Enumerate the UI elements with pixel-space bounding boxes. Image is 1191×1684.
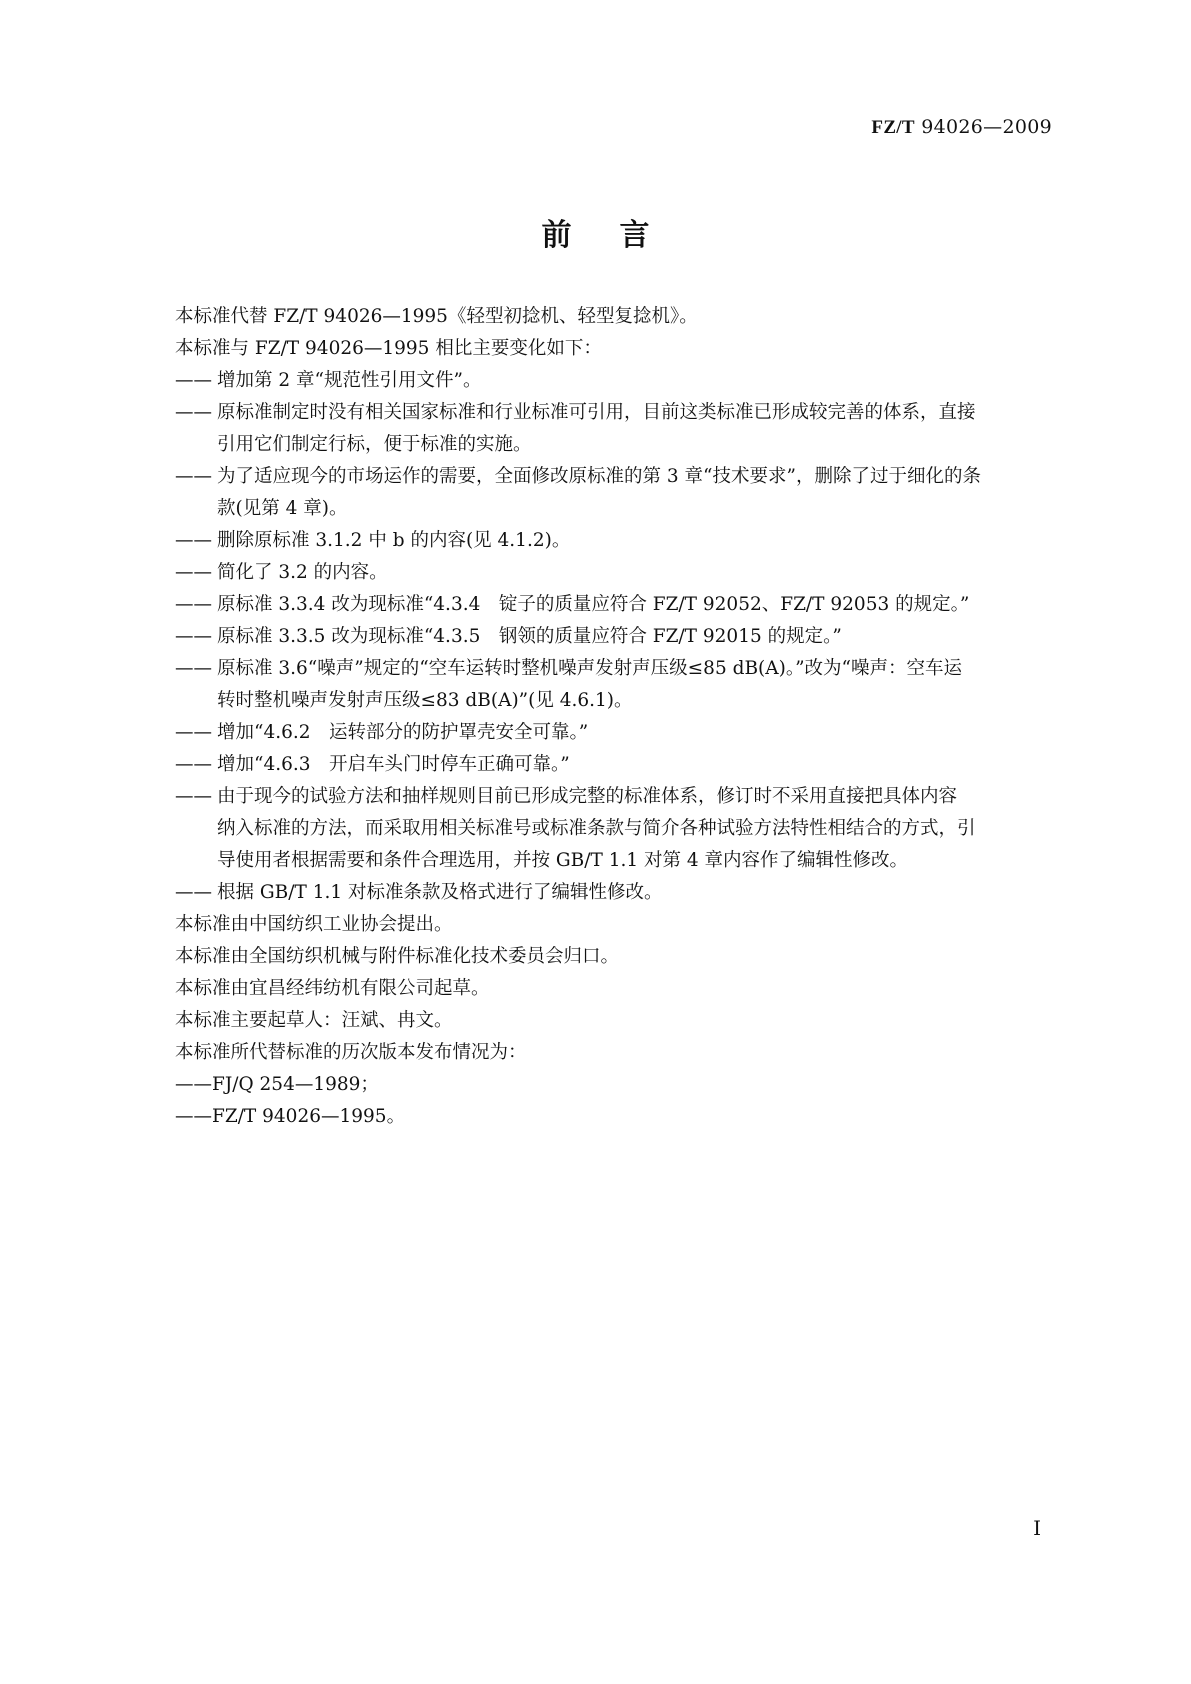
change-item — [175, 621, 1055, 653]
dash-marker: —— — [175, 466, 212, 487]
document-code — [871, 116, 1052, 139]
change-item — [175, 653, 1055, 685]
dash-marker: —— — [175, 786, 212, 807]
change-item — [175, 781, 1055, 813]
paragraph-proposer: 本标准由中国纺织工业协会提出。 — [175, 914, 453, 935]
change-text: 原标准 3.3.4 改为现标准“4.3.4 锭子的质量应符合 FZ/T 92052、FZ/T 92053 的规定。” — [217, 594, 970, 615]
paragraph-changes-intro: 本标准与 FZ/T 94026—1995 相比主要变化如下： — [175, 338, 602, 359]
dash-marker: —— — [175, 658, 212, 679]
change-item — [175, 557, 1055, 589]
dash-marker: —— — [175, 722, 212, 743]
paragraph-drafting-org: 本标准由宜昌经纬纺机有限公司起草。 — [175, 978, 490, 999]
change-text-continued: 款(见第 4 章)。 — [217, 498, 348, 519]
change-item — [175, 877, 1055, 909]
change-text: 根据 GB/T 1.1 对标准条款及格式进行了编辑性修改。 — [217, 882, 663, 903]
change-text-continued: 转时整机噪声发射声压级≤83 dB(A)”(见 4.6.1)。 — [217, 690, 633, 711]
change-item — [175, 365, 1055, 397]
dash-marker: —— — [175, 1106, 212, 1127]
dash-marker: —— — [175, 562, 212, 583]
foreword-body — [175, 301, 1055, 1133]
change-item — [175, 749, 1055, 781]
change-text: 原标准 3.3.5 改为现标准“4.3.5 钢领的质量应符合 FZ/T 92015 的规定。” — [217, 626, 842, 647]
document-code-prefix: FZ/T — [871, 117, 915, 138]
change-text: 删除原标准 3.1.2 中 b 的内容(见 4.1.2)。 — [217, 530, 571, 551]
change-text: 原标准 3.6“噪声”规定的“空车运转时整机噪声发射声压级≤85 dB(A)。”改为“噪声：空车运 — [217, 658, 962, 679]
dash-marker: —— — [175, 882, 212, 903]
change-item — [175, 461, 1055, 493]
dash-marker: —— — [175, 1074, 212, 1095]
change-item — [175, 589, 1055, 621]
dash-marker: —— — [175, 370, 212, 391]
change-text: 增加第 2 章“规范性引用文件”。 — [217, 370, 482, 391]
paragraph-history-intro: 本标准所代替标准的历次版本发布情况为： — [175, 1042, 527, 1063]
change-text: 简化了 3.2 的内容。 — [217, 562, 388, 583]
change-text-continued: 导使用者根据需要和条件合理选用，并按 GB/T 1.1 对第 4 章内容作了编辑性修改。 — [217, 850, 909, 871]
page-number: I — [1033, 1516, 1041, 1540]
dash-marker: —— — [175, 402, 212, 423]
dash-marker: —— — [175, 754, 212, 775]
dash-marker: —— — [175, 594, 212, 615]
change-item — [175, 717, 1055, 749]
paragraph-drafters: 本标准主要起草人：汪斌、冉文。 — [175, 1010, 453, 1031]
dash-marker: —— — [175, 530, 212, 551]
document-code-number: 94026—2009 — [914, 116, 1052, 138]
paragraph-committee: 本标准由全国纺织机械与附件标准化技术委员会归口。 — [175, 946, 620, 967]
change-text: 由于现今的试验方法和抽样规则目前已形成完整的标准体系，修订时不采用直接把具体内容 — [217, 786, 958, 807]
history-item — [175, 1101, 1055, 1133]
dash-marker: —— — [175, 626, 212, 647]
change-item — [175, 397, 1055, 429]
change-item — [175, 525, 1055, 557]
change-text: 原标准制定时没有相关国家标准和行业标准可引用，目前这类标准已形成较完善的体系，直接 — [217, 402, 976, 423]
history-text: FJ/Q 254—1989； — [212, 1074, 379, 1095]
change-text: 为了适应现今的市场运作的需要，全面修改原标准的第 3 章“技术要求”，删除了过于细化的条 — [217, 466, 981, 487]
page-title: 前言 — [541, 218, 698, 253]
history-item — [175, 1069, 1055, 1101]
change-text-continued: 纳入标准的方法，而采取用相关标准号或标准条款与简介各种试验方法特性相结合的方式，引 — [217, 818, 976, 839]
change-text-continued: 引用它们制定行标，便于标准的实施。 — [217, 434, 532, 455]
change-text: 增加“4.6.2 运转部分的防护罩壳安全可靠。” — [217, 722, 589, 743]
change-text: 增加“4.6.3 开启车头门时停车正确可靠。” — [217, 754, 570, 775]
paragraph-replaces: 本标准代替 FZ/T 94026—1995《轻型初捻机、轻型复捻机》。 — [175, 306, 698, 327]
history-text: FZ/T 94026—1995。 — [212, 1106, 406, 1127]
